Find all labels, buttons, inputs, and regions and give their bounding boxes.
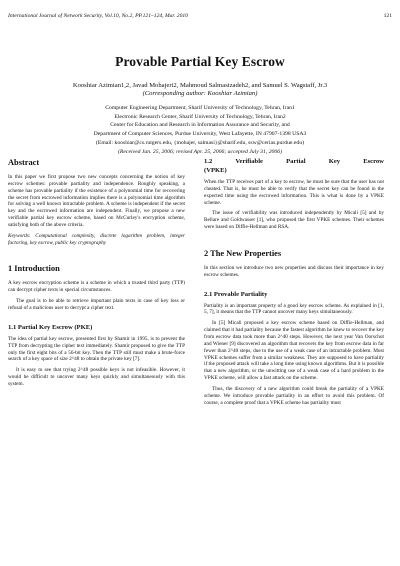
keywords: Keywords: Computational complexity, discrete logarithm problem, integer factoring, key escrow, public key cryptography (8, 232, 185, 246)
paragraph: Partiality is an important property of a good key escrow scheme. As explained in [1, 5, 7], it means that the TTP cannot uncover many keys simultaneously. (204, 302, 384, 316)
affiliation-line: Department of Computer Sciences, Purdue University, West Lafayette, IN 47907-1398 USA3 (93, 131, 307, 138)
paragraph: A key escrow encryption scheme is a scheme in which a trusted third party (TTP) can decrypt cipher texts in special circumstances. (8, 280, 185, 294)
paragraph: The idea of partial key escrow, presented first by Shamir in 1995, is to prevent the TTP from decrypting the cipher text immediately. Shamir proposed to give the TTP only the first eight bits of a 56-bit key. Then the TTP still must make a brute-force search of a key space of size 2^48 to obtain the private key [7]. (8, 335, 185, 363)
heading-word: 1.2 (204, 158, 213, 165)
right-column (204, 158, 384, 410)
author-block (12, 82, 388, 98)
subsection-heading-1-1: 1.1 Partial Key Escrow (PKE) (8, 323, 93, 331)
corresponding-author: (Corresponding author: Kooshiar Azimian) (142, 90, 258, 97)
left-column (8, 158, 185, 392)
affiliation-line: Computer Engineering Department, Sharif University of Technology, Tehran, Iran1 (105, 105, 295, 111)
paragraph: It is easy to see that trying 2^48 possible keys is not infeasible. However, it would be difficult to uncover many keys quickly and simultaneously with this system. (8, 367, 185, 387)
heading-word: Key (328, 158, 341, 165)
email-line: (Email: kooshiar@cs.rutgers.edu, {mohajer, salmasi}@sharif.edu, ssw@cerias.purdue.edu) (96, 139, 304, 146)
paragraph: Thus, the discovery of a new algorithm could break the partiality of a VPKE scheme. We introduce provable partiality in an effort to avoid this problem. Of course, a complete proof that a VPKE scheme has partiality must (204, 385, 384, 406)
paragraph: When the TTP receives part of a key to escrow, he must be sure that the user has not cheated. That is, he must be able to verify that the secret key can be found in the expected time using the escrowed information. This is what is done by a VPKE scheme. (204, 179, 384, 206)
paragraph: The goal is to be able to retrieve important plain texts in case of key loss or refusal of a malicious user to decrypt a cipher text. (8, 298, 185, 311)
affiliation-block (20, 104, 380, 156)
paper-title: Provable Partial Key Escrow (115, 54, 285, 69)
running-header (8, 13, 392, 19)
heading-word: Verifiable (235, 158, 263, 165)
paragraph: In [5] Micali proposed a key escrow scheme based on Diffie-Hellman, and claimed that it had partiality because the fastest algorithm he knew to recover the key from escrow data took more than 2^40 steps. However, the next year Van Oorschot and Wiener [9] discovered an algorithm that recovers the key from escrow data in far fewer than 2^40 steps, due to the use of a weak case of an intractable problem. Most VPKE schemes suffer from a similar weakness. They are supposed to have partiality if the proposed attack will take a long time using known algorithms. But it is possible that a new algorithm, or the unwitting use of a weak case of a hard problem in the VPKE scheme, will allow a fast attack on the scheme. (204, 320, 384, 382)
affiliation-line: Center for Education and Research in Information Assurance and Security, and (110, 122, 290, 129)
paragraph: In this section we introduce two new properties and discuss their importance in key escrow schemes. (204, 264, 384, 278)
paragraph: The issue of verifiability was introduced independently by Micali [5] and by Bellare and Goldwasser [1], who proposed the first VPKE schemes. Their schemes were based on Diffie-Hellman and RSA. (204, 210, 384, 231)
affiliation-line: Electronic Research Center, Sharif University of Technology, Tehran, Iran2 (114, 113, 286, 120)
received-dates: (Received Jan. 25, 2006; revised Apr. 25, 2006; accepted July 31, 2006) (118, 148, 282, 155)
introduction-heading: 1 Introduction (8, 264, 60, 274)
abstract-heading: Abstract (8, 158, 40, 167)
heading-word: Escrow (363, 158, 384, 165)
author-list: Kooshiar Azimian1,2, Javad Mohajeri2, Mahmoud Salmasizadeh2, and Samuel S. Wagstaff, Jr.3 (72, 82, 328, 89)
abstract-body: In this paper we first propose two new concepts concerning the notion of key escrow schemes: provable partiality and independence. Roughly speaking, a scheme has provable partiality if the existence of a polynomial time for recovering the secret from escrowed information implies there is a polynomial time algorithm for solving a well known intractable problem. A scheme is independent if the secret key and the escrowed information are independent. Finally, we propose a new verifiable partial key escrow scheme, based on McCurley's encryption scheme, satisfying both of the above criteria. (8, 174, 185, 228)
subsection-heading-1-2-line2: (VPKE) (204, 167, 227, 174)
page-number: 121 (383, 13, 392, 19)
heading-word: Partial (286, 158, 306, 165)
subsection-heading-2-1: 2.1 Provable Partiality (204, 290, 268, 298)
section-2-heading: 2 The New Properties (204, 248, 282, 258)
journal-citation: International Journal of Network Security, Vol.10, No.2, PP.121–124, Mar. 2010 (8, 13, 188, 19)
subsection-heading-1-2 (204, 158, 384, 166)
